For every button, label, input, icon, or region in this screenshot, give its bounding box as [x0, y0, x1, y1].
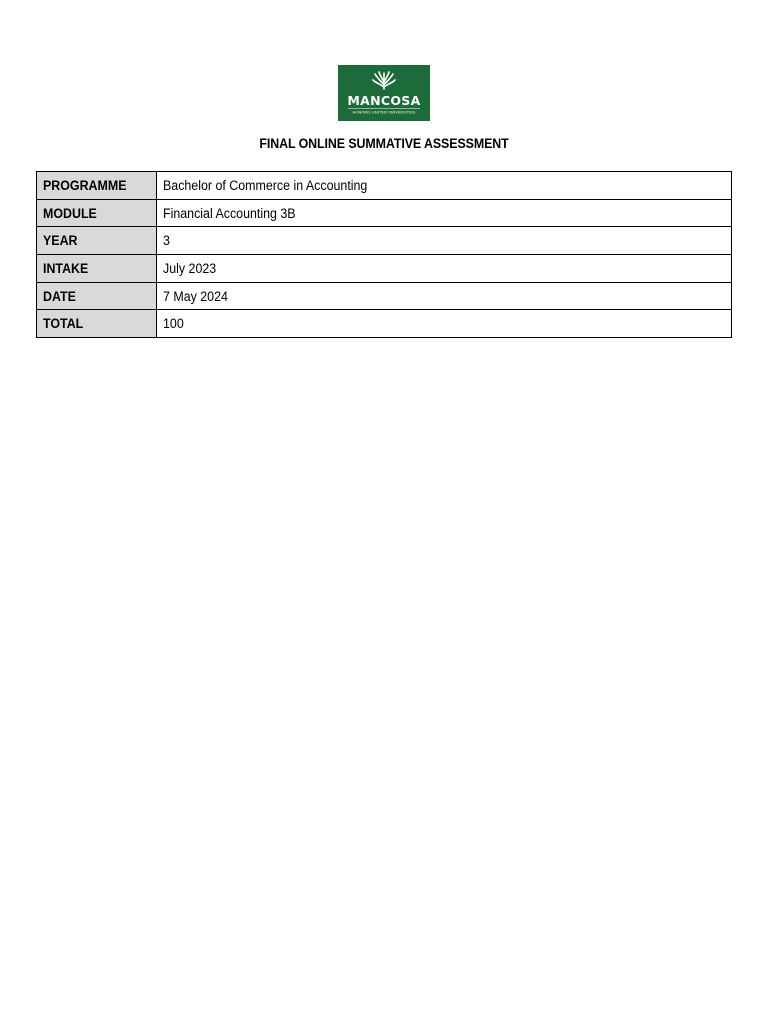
logo-tagline: HONORIS UNITED UNIVERSITIES: [352, 110, 416, 115]
table-row: [37, 255, 732, 283]
row-value: [157, 255, 732, 283]
row-label: [37, 310, 157, 338]
row-label: [37, 282, 157, 310]
row-label: [37, 227, 157, 255]
row-value: [157, 227, 732, 255]
row-label-text: DATE: [43, 288, 76, 304]
mancosa-logo-graphic: [338, 65, 430, 121]
table-row: [37, 199, 732, 227]
mancosa-logo: [338, 65, 430, 121]
row-label: [37, 255, 157, 283]
row-value: [157, 199, 732, 227]
row-value-text: Financial Accounting 3B: [163, 205, 296, 221]
row-label-text: YEAR: [43, 233, 78, 249]
logo-brand-text: MANCOSA: [347, 93, 421, 108]
row-label-text: INTAKE: [43, 260, 89, 276]
row-value-text: 7 May 2024: [163, 288, 228, 304]
row-value-text: 3: [163, 233, 170, 249]
page-title: FINAL ONLINE SUMMATIVE ASSESSMENT: [259, 136, 509, 151]
row-value-text: July 2023: [163, 260, 217, 276]
row-label-text: PROGRAMME: [43, 177, 127, 193]
row-label-text: TOTAL: [43, 316, 84, 332]
row-value: [157, 310, 732, 338]
row-label-text: MODULE: [43, 205, 97, 221]
row-label: [37, 172, 157, 200]
row-value: [157, 282, 732, 310]
row-value-text: Bachelor of Commerce in Accounting: [163, 177, 368, 193]
table-row: [37, 310, 732, 338]
row-value: [157, 172, 732, 200]
row-value-text: 100: [163, 316, 184, 332]
table-row: [37, 172, 732, 200]
row-label: [37, 199, 157, 227]
table-row: [37, 282, 732, 310]
table-row: [37, 227, 732, 255]
assessment-info-table: [36, 171, 732, 338]
